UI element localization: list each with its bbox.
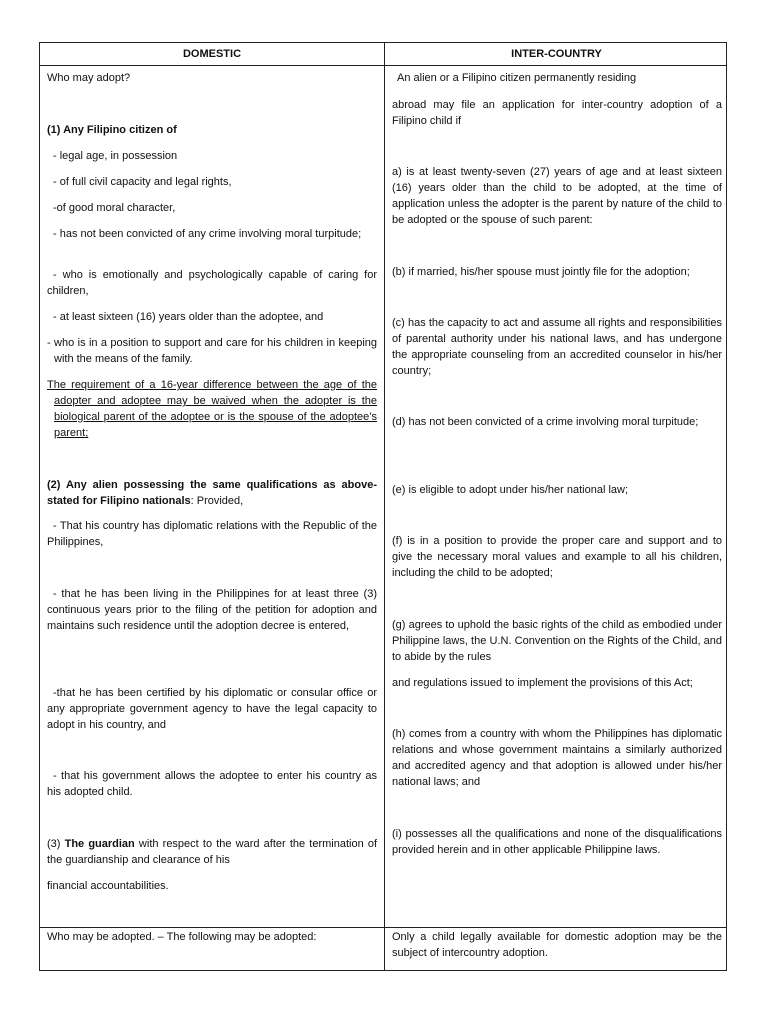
guardian-qualification <box>47 836 377 868</box>
guardian-text: with respect to the ward after the termination of the guardianship and clearance of his <box>47 838 378 866</box>
req-civil-capacity: - of full civil capacity and legal rights, <box>53 176 232 188</box>
req-support-and-care: - who is in a position to support and care for his children in keeping with the means of the family. <box>47 337 377 365</box>
inter-req-b-spouse: (b) if married, his/her spouse must jointly file for the adoption; <box>392 266 690 278</box>
who-may-be-adopted-heading: Who may be adopted. – The following may be adopted: <box>47 931 317 943</box>
req-emotionally-capable: - who is emotionally and psychologically capable of caring for children, <box>47 269 377 297</box>
req-sixteen-years-older: - at least sixteen (16) years older than the adoptee, and <box>53 311 324 323</box>
adoption-comparison-table <box>39 42 727 971</box>
alien-diplomatic-relations: - That his country has diplomatic relations with the Republic of the Philippines, <box>47 520 377 548</box>
filipino-citizen-heading: (1) Any Filipino citizen of <box>47 124 177 136</box>
header-row-divider <box>40 65 726 66</box>
inter-req-g-continued: and regulations issued to implement the provisions of this Act; <box>392 677 693 689</box>
inter-req-e-eligible: (e) is eligible to adopt under his/her national law; <box>392 484 629 496</box>
inter-req-c-capacity: (c) has the capacity to act and assume all rights and responsibilities of parental authority under his national laws, and has undergone the appropriate counseling from an accredited counselor in his/her country; <box>392 317 722 377</box>
inter-intro-line: An alien or a Filipino citizen permanently residing <box>397 72 637 84</box>
alien-provided: : Provided, <box>190 495 244 507</box>
bottom-row-divider <box>40 927 726 928</box>
alien-heading: Any alien possessing the same qualifications as above-stated for Filipino nationals <box>47 479 378 507</box>
guardian-number: (3) <box>47 838 65 850</box>
domestic-column-header: DOMESTIC <box>182 48 242 60</box>
req-not-convicted: - has not been convicted of any crime involving moral turpitude; <box>53 228 362 240</box>
alien-qualification <box>47 477 377 509</box>
column-divider <box>384 43 385 970</box>
inter-req-i-qualifications: (i) possesses all the qualifications and none of the disqualifications provided herein and in other applicable Philippine laws. <box>392 828 722 856</box>
inter-who-may-be-adopted: Only a child legally available for domestic adoption may be the subject of intercountry adoption. <box>392 931 722 959</box>
alien-residence-three-years: - that he has been living in the Philippines for at least three (3) continuous years prior to the filing of the petition for adoption and maintains such residence until the adoption decree is entered, <box>47 588 377 632</box>
who-may-adopt-heading: Who may adopt? <box>47 72 131 84</box>
inter-req-a-age: a) is at least twenty-seven (27) years of age and at least sixteen (16) years older than the child to be adopted, at the time of application unless the adopter is the parent by nature of the child to be adopted or the spouse of such parent: <box>392 166 722 226</box>
inter-req-f-proper-care: (f) is in a position to provide the proper care and support and to give the necessary moral values and example to all his children, including the child to be adopted; <box>392 535 722 579</box>
guardian-financial-accountabilities: financial accountabilities. <box>47 880 169 892</box>
inter-country-column-header: INTER-COUNTRY <box>511 48 602 60</box>
alien-government-allows-entry: - that his government allows the adoptee to enter his country as his adopted child. <box>47 770 377 798</box>
alien-number: (2) <box>47 479 66 491</box>
inter-req-h-country: (h) comes from a country with whom the Philippines has diplomatic relations and whose government maintains a similarly authorized and accredited agency and that adoption is allowed under his/her national laws; and <box>392 728 722 788</box>
req-legal-age: - legal age, in possession <box>53 150 178 162</box>
guardian-heading: The guardian <box>64 838 135 850</box>
req-moral-character: -of good moral character, <box>53 202 176 214</box>
inter-intro-continued: abroad may file an application for inter-country adoption of a Filipino child if <box>392 99 722 127</box>
inter-req-g-basic-rights: (g) agrees to uphold the basic rights of the child as embodied under Philippine laws, the U.N. Convention on the Rights of the Child, and to abide by the rules <box>392 619 722 663</box>
age-difference-waiver: The requirement of a 16-year difference between the age of the adopter and adoptee may be waived when the adopter is the biological parent of the adoptee or is the spouse of the adoptee’s parent; <box>47 379 377 439</box>
alien-certified-capacity: -that he has been certified by his diplomatic or consular office or any appropriate government agency to have the legal capacity to adopt in his country, and <box>47 687 377 731</box>
inter-req-d-not-convicted: (d) has not been convicted of a crime involving moral turpitude; <box>392 416 699 428</box>
